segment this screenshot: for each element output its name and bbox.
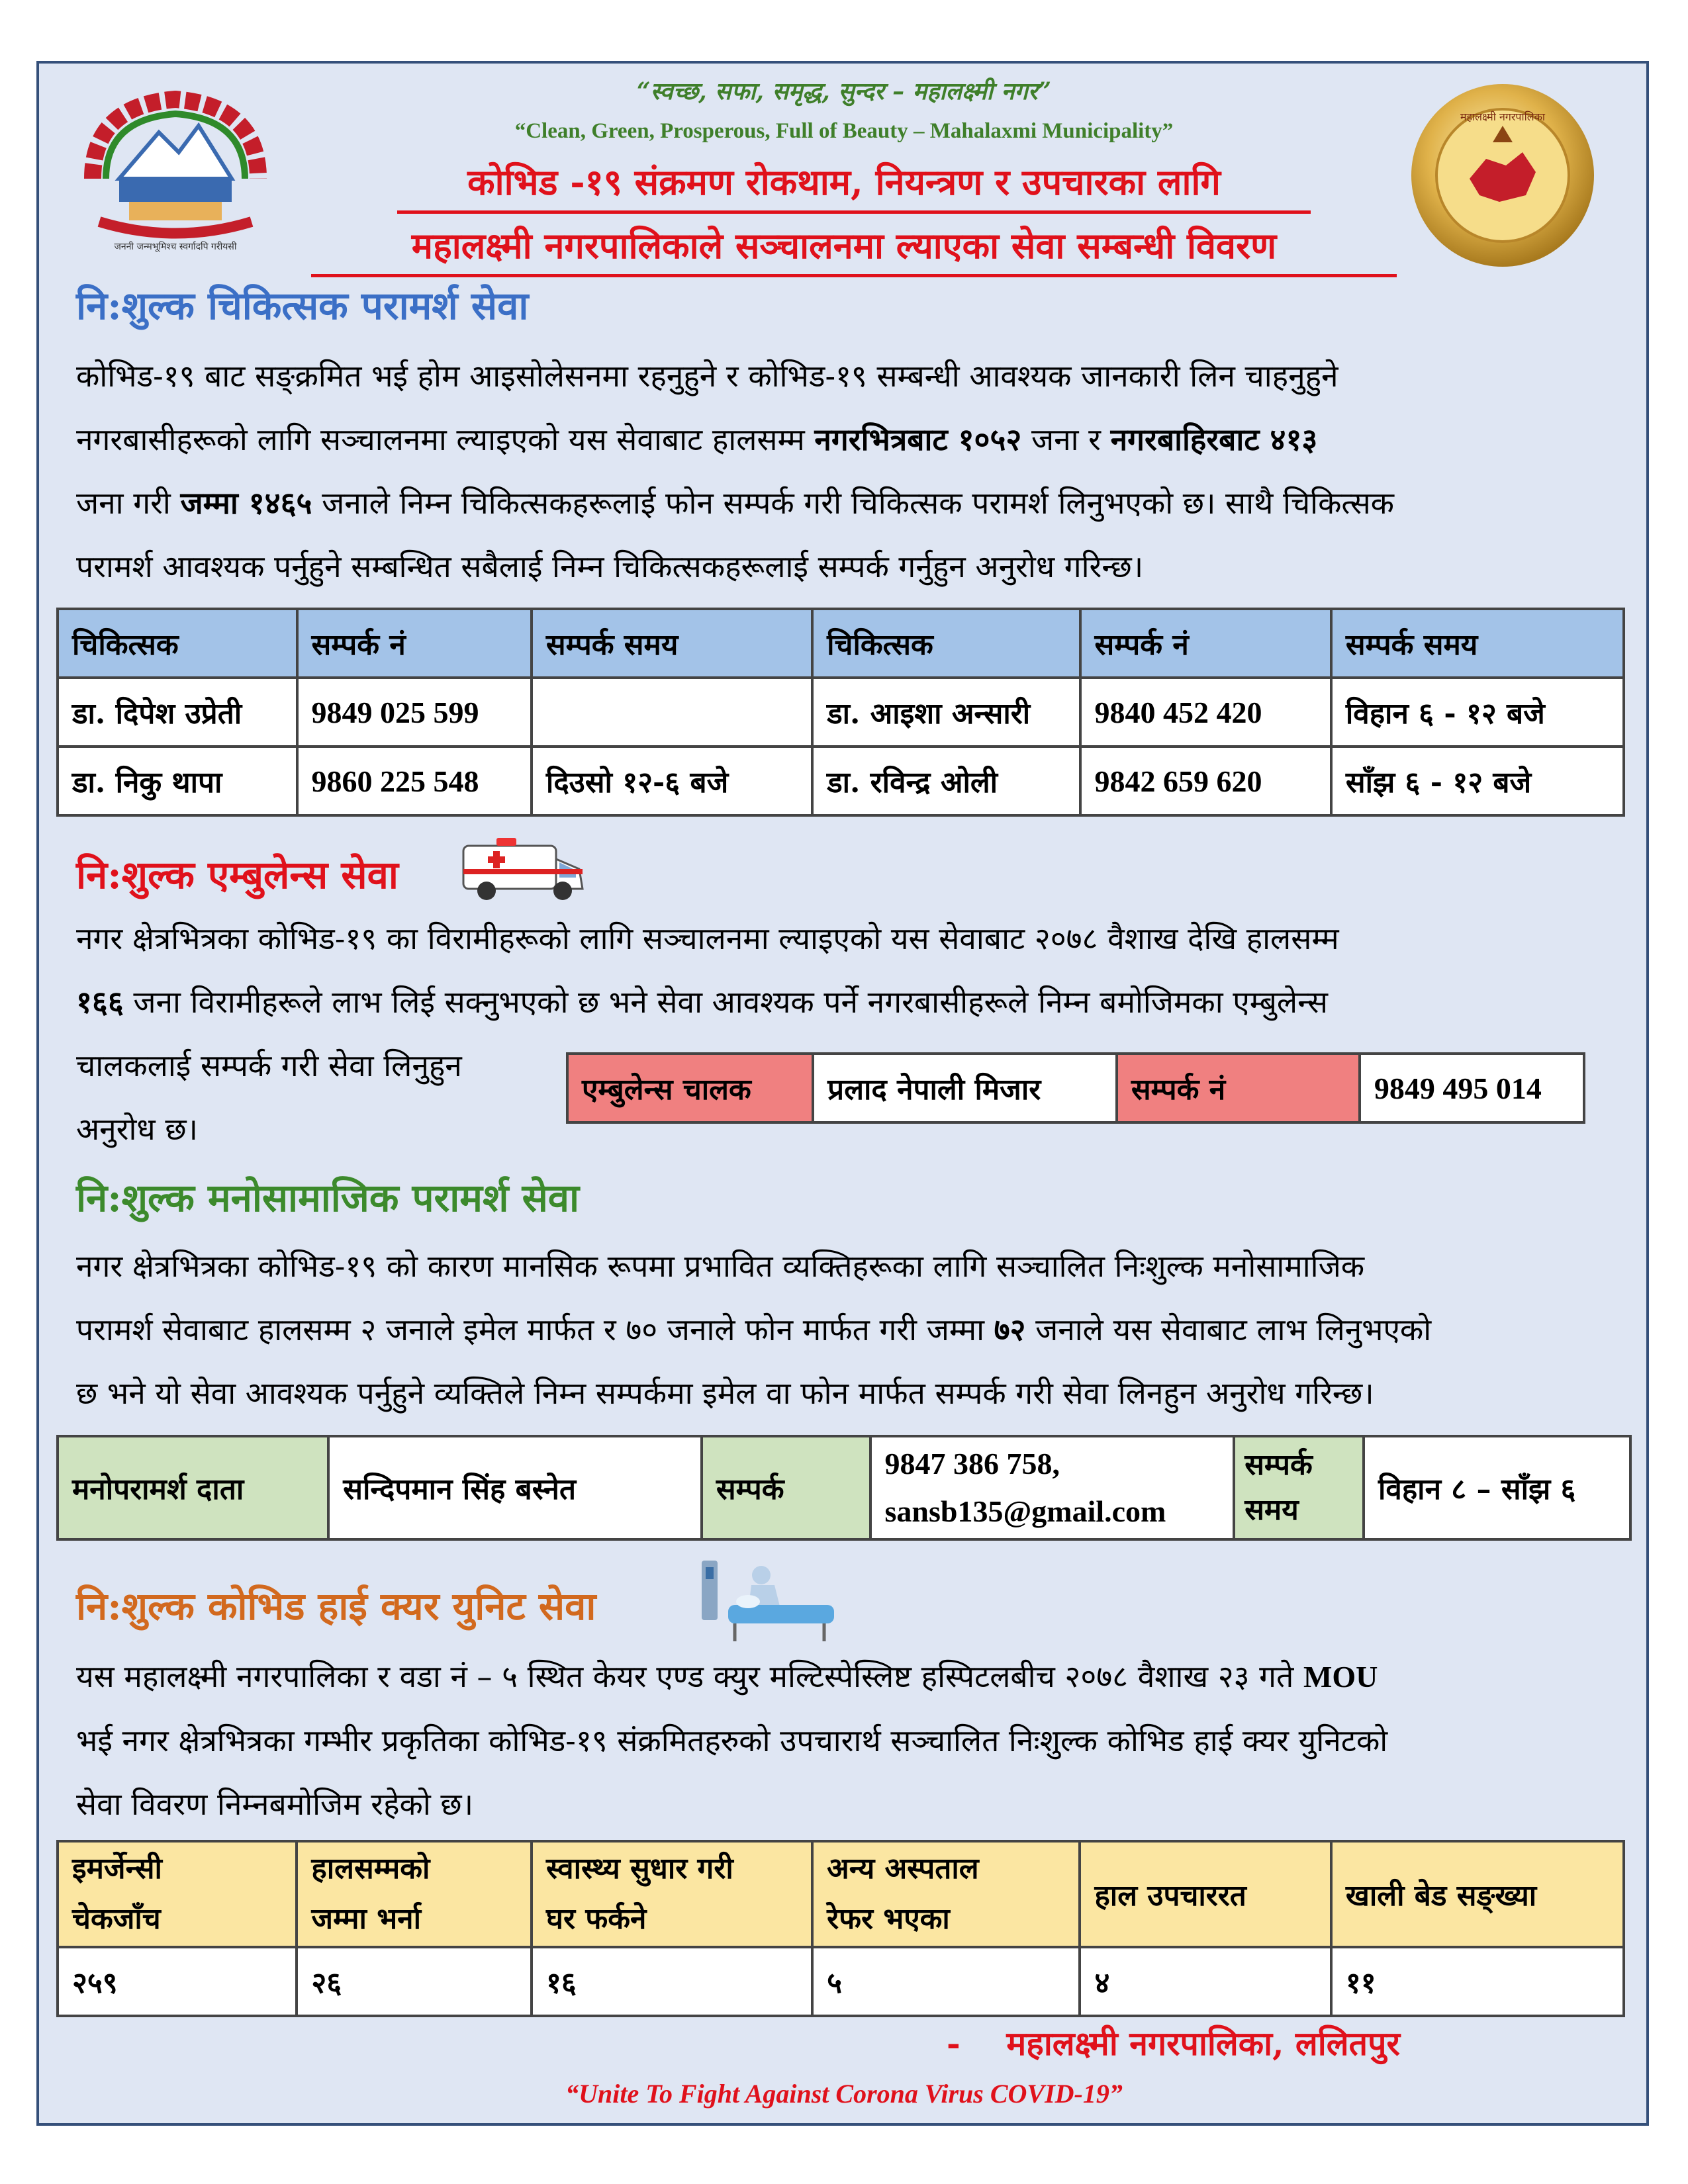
ambulance-icon: [457, 833, 589, 905]
title-line-2: महालक्ष्मी नगरपालिकाले सञ्चालनमा ल्याएका सेवा सम्बन्धी विवरण: [411, 224, 1277, 267]
ambulance-table: [566, 1052, 1585, 1124]
header-line: अन्य अस्पताल: [827, 1852, 979, 1886]
text-span: परामर्श सेवाबाट हालसम्म २ जनाले इमेल मार्फत र ७० जनाले फोन मार्फत गरी जम्मा: [76, 1312, 994, 1347]
hospital-bed-icon: [682, 1549, 841, 1648]
ambulance-para-line-2: [76, 970, 1618, 1034]
ambulance-section-heading: नि:शुल्क एम्बुलेन्स सेवा: [76, 852, 399, 897]
logo-caption: महालक्ष्मी नगरपालिका: [1460, 111, 1546, 123]
doctor-phone: 9840 452 420: [1080, 678, 1331, 747]
psycho-section-heading: नि:शुल्क मनोसामाजिक परामर्श सेवा: [76, 1175, 580, 1220]
footer-slogan: “Unite To Fight Against Corona Virus COVID-19”: [565, 2079, 1123, 2109]
table-row: [567, 1054, 1584, 1122]
hcu-value: २५९: [58, 1947, 297, 2016]
header-cell: [58, 1841, 297, 1947]
contact-time: विहान ६ - १२ बजे: [1331, 678, 1624, 747]
hcu-para-line-1: [76, 1645, 1618, 1709]
ambulance-para-line-4: अनुरोध छ।: [76, 1111, 198, 1147]
header-line: जम्मा भर्ना: [311, 1902, 421, 1936]
contact-time: दिउसो १२-६ बजे: [532, 747, 812, 815]
time-label: [1234, 1436, 1364, 1539]
provider-label: मनोपरामर्श दाता: [58, 1436, 328, 1539]
time-label-line: समय: [1244, 1493, 1299, 1527]
title-underline-1: [397, 210, 1311, 214]
ambulance-para-line-3: चालकलाई सम्पर्क गरी सेवा लिनुहुन: [76, 1048, 462, 1083]
header-line: घर फर्कने: [546, 1902, 647, 1936]
header-cell: सम्पर्क समय: [532, 609, 812, 678]
hcu-value: ११: [1331, 1947, 1624, 2016]
ambulance-contact-label: सम्पर्क नं: [1117, 1054, 1360, 1122]
psycho-para-line-2: [76, 1298, 1618, 1361]
header-cell: [297, 1841, 532, 1947]
psycho-phone: 9847 386 758,: [884, 1447, 1060, 1480]
hcu-value: ५: [812, 1947, 1080, 2016]
header-cell: खाली बेड सङ्ख्या: [1331, 1841, 1624, 1947]
ambulance-phone: 9849 495 014: [1360, 1054, 1584, 1122]
contact-time: [532, 678, 812, 747]
doctor-para-line-4: परामर्श आवश्यक पर्नुहुने सम्बन्धित सबैलाई निम्न चिकित्सकहरूलाई सम्पर्क गर्नुहुन अनुरोध गरिन्छ।: [76, 549, 1144, 584]
contact-time: साँझ ६ - १२ बजे: [1331, 747, 1624, 815]
signature: - महालक्ष्मी नगरपालिका, ललितपुर: [947, 2024, 1401, 2063]
header-cell: हाल उपचाररत: [1080, 1841, 1331, 1947]
hcu-para-line-2: भई नगर क्षेत्रभित्रका गम्भीर प्रकृतिका कोभिड-१९ संक्रमितहरुको उपचारार्थ सञ्चालित निःशुल्क कोभिड हाई क्यर युनिटको: [76, 1723, 1388, 1758]
psycho-email: sansb135@gmail.com: [884, 1494, 1166, 1528]
hcu-para-line-3: सेवा विवरण निम्नबमोजिम रहेको छ।: [76, 1786, 474, 1822]
doctor-phone: 9860 225 548: [297, 747, 532, 815]
hcu-paragraph: [76, 1645, 1618, 1836]
hcu-value: १६: [532, 1947, 812, 2016]
hcu-table: [56, 1840, 1625, 2017]
ambulance-driver-name: प्रलाद नेपाली मिजार: [813, 1054, 1117, 1122]
psycho-para-line-1: नगर क्षेत्रभित्रका कोभिड-१९ को कारण मानसिक रूपमा प्रभावित व्यक्तिहरूका लागि सञ्चालित निःशुल्क मनोसामाजिक: [76, 1248, 1365, 1284]
header-line: रेफर भएका: [827, 1902, 950, 1936]
mou-label: MOU: [1303, 1660, 1378, 1694]
psycho-table: [56, 1435, 1632, 1541]
table-row: [58, 678, 1624, 747]
hcu-value: ४: [1080, 1947, 1331, 2016]
psycho-para-line-3: छ भने यो सेवा आवश्यक पर्नुहुने व्यक्तिले निम्न सम्पर्कमा इमेल वा फोन मार्फत सम्पर्क गरी सेवा लिनहुन अनुरोध गरिन्छ।: [76, 1375, 1374, 1411]
text-span: जना गरी: [76, 485, 181, 521]
time-label-line: सम्पर्क: [1244, 1448, 1313, 1482]
contact-details: [870, 1436, 1235, 1539]
doctor-table-header: [58, 609, 1624, 678]
doctor-paragraph: [76, 344, 1618, 598]
slogan-nepali: “स्वच्छ, सफा, समृद्ध, सुन्दर – महालक्ष्मी नगर”: [636, 77, 1052, 105]
doctor-para-line-2: [76, 408, 1618, 471]
doctor-phone: 9849 025 599: [297, 678, 532, 747]
patient-count: १६६: [76, 984, 124, 1020]
text-span: जनाले यस सेवाबाट लाभ लिनुभएको: [1025, 1312, 1432, 1347]
total-count: जम्मा १४६५: [180, 485, 312, 521]
header-cell: सम्पर्क नं: [297, 609, 532, 678]
doctor-section-heading: नि:शुल्क चिकित्सक परामर्श सेवा: [76, 283, 529, 328]
hcu-table-header: [58, 1841, 1624, 1947]
header-cell: सम्पर्क समय: [1331, 609, 1624, 678]
doctor-para-line-3: [76, 471, 1618, 535]
doctor-table: [56, 608, 1625, 817]
header-cell: [532, 1841, 812, 1947]
title-underline-2: [311, 274, 1397, 277]
text-span: नगरबासीहरूको लागि सञ्चालनमा ल्याइएको यस सेवाबाट हालसम्म: [76, 422, 815, 457]
contact-label: सम्पर्क: [702, 1436, 870, 1539]
doctor-name: डा. आइशा अन्सारी: [812, 678, 1080, 747]
provider-name: सन्दिपमान सिंह बस्नेत: [328, 1436, 702, 1539]
title-line-1: कोभिड -१९ संक्रमण रोकथाम, नियन्त्रण र उपचारका लागि: [467, 161, 1221, 203]
doctor-para-line-1: कोभिड-१९ बाट सङ्क्रमित भई होम आइसोलेसनमा रहनुहुने र कोभिड-१९ सम्बन्धी आवश्यक जानकारी लिन चाहनुहुने: [76, 358, 1338, 394]
text-span: जना र: [1021, 422, 1111, 457]
header-cell: चिकित्सक: [812, 609, 1080, 678]
psycho-paragraph: [76, 1234, 1618, 1425]
header-line: स्वास्थ्य सुधार गरी: [546, 1852, 733, 1886]
ambulance-para-line-1: नगर क्षेत्रभित्रका कोभिड-१९ का विरामीहरूको लागि सञ्चालनमा ल्याइएको यस सेवाबाट २०७८ वैशाख देखि हालसम्म: [76, 921, 1339, 956]
psycho-total: ७२: [994, 1312, 1026, 1347]
hcu-value: २६: [297, 1947, 532, 2016]
text-span: जनाले निम्न चिकित्सकहरूलाई फोन सम्पर्क गरी चिकित्सक परामर्श लिनुभएको छ। साथै चिकित्सक: [312, 485, 1395, 521]
hcu-section-heading: नि:शुल्क कोभिड हाई क्यर युनिट सेवा: [76, 1584, 596, 1629]
header-cell: चिकित्सक: [58, 609, 297, 678]
doctor-name: डा. रविन्द्र ओली: [812, 747, 1080, 815]
table-row: [58, 747, 1624, 815]
header-cell: [812, 1841, 1080, 1947]
text-span: जना विरामीहरूले लाभ लिई सक्नुभएको छ भने सेवा आवश्यक पर्ने नगरबासीहरूले निम्न बमोजिमका एम्बुलेन्स: [123, 984, 1329, 1020]
header-line: हालसम्मको: [311, 1852, 430, 1886]
outside-count: नगरबाहिरबाट ४१३: [1110, 422, 1318, 457]
table-row: [58, 1436, 1630, 1539]
inside-count: नगरभित्रबाट १०५२: [814, 422, 1022, 457]
doctor-phone: 9842 659 620: [1080, 747, 1331, 815]
table-row: [58, 1947, 1624, 2016]
emblem-caption: जननी जन्मभूमिश्च स्वर्गादपि गरीयसी: [114, 242, 237, 252]
header-line: इमर्जेन्सी: [72, 1852, 162, 1886]
doctor-name: डा. दिपेश उप्रेती: [58, 678, 297, 747]
slogan-english: “Clean, Green, Prosperous, Full of Beauty – Mahalaxmi Municipality”: [514, 119, 1174, 143]
contact-time: विहान ८ – साँझ ६: [1364, 1436, 1630, 1539]
ambulance-driver-label: एम्बुलेन्स चालक: [567, 1054, 813, 1122]
header-line: चेकजाँच: [72, 1902, 161, 1936]
text-span: यस महालक्ष्मी नगरपालिका र वडा नं – ५ स्थित केयर एण्ड क्युर मल्टिस्पेस्लिष्ट हस्पिटलबीच २०७८ वैशाख २३ गते: [76, 1659, 1303, 1694]
header-cell: सम्पर्क नं: [1080, 609, 1331, 678]
doctor-name: डा. निकु थापा: [58, 747, 297, 815]
